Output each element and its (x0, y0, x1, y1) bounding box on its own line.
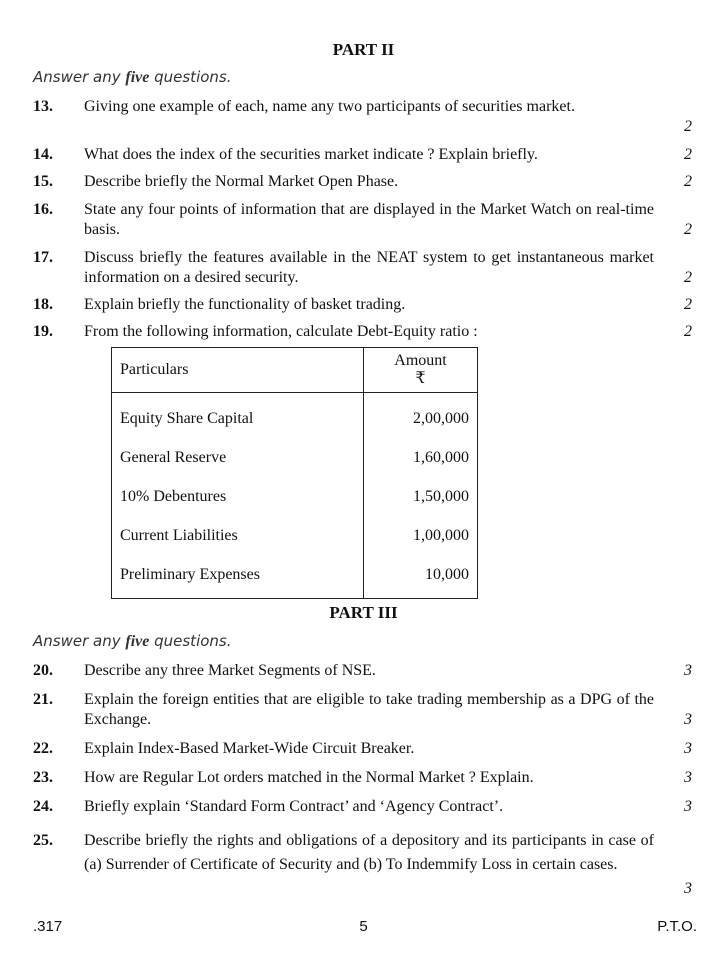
question-marks: 3 (684, 769, 692, 786)
question-text: Briefly explain ‘Standard Form Contract’ and ‘Agency Contract’. (84, 798, 504, 815)
row-particular: Preliminary Expenses (112, 555, 364, 599)
question-text: From the following information, calculate Debt-Equity ratio : (84, 323, 478, 340)
question-marks: 3 (684, 880, 692, 897)
question-marks: 3 (684, 711, 692, 728)
header-particulars: Particulars (112, 348, 364, 393)
page-number: 5 (359, 918, 368, 935)
question-number: 24. (33, 798, 53, 815)
row-amount: 1,50,000 (364, 477, 478, 516)
question-text: Giving one example of each, name any two participants of securities market. (84, 98, 575, 115)
table-row (112, 393, 478, 439)
question-number: 21. (33, 691, 53, 708)
question-number: 25. (33, 832, 53, 849)
table-row (112, 555, 478, 599)
table-row (112, 438, 478, 477)
row-particular: 10% Debentures (112, 477, 364, 516)
paper-code: .317 (33, 918, 63, 935)
question-marks: 2 (684, 296, 692, 313)
question-text: State any four points of information that are displayed in the Market Watch on real-time basis. (84, 201, 654, 238)
question-number: 19. (33, 323, 53, 340)
part-3-title: PART III (329, 603, 398, 622)
question-number: 22. (33, 740, 53, 757)
question-marks: 2 (684, 269, 692, 286)
question-number: 20. (33, 662, 53, 679)
question-marks: 2 (684, 146, 692, 163)
question-marks: 2 (684, 173, 692, 190)
question-number: 16. (33, 201, 53, 218)
question-marks: 3 (684, 662, 692, 679)
row-amount: 1,00,000 (364, 516, 478, 555)
question-number: 14. (33, 146, 53, 163)
question-number: 17. (33, 249, 53, 266)
part-2-title: PART II (332, 40, 395, 59)
question-text: How are Regular Lot orders matched in the Normal Market ? Explain. (84, 769, 534, 786)
row-amount: 10,000 (364, 555, 478, 599)
question-marks: 2 (684, 323, 692, 340)
question-number: 18. (33, 296, 53, 313)
row-amount: 2,00,000 (364, 393, 478, 439)
rupee-symbol: ₹ (415, 370, 426, 387)
question-text: Discuss briefly the features available in the NEAT system to get instantaneous market information on a desired security. (84, 249, 654, 286)
part-2-instruction: Answer any five questions. (33, 68, 232, 86)
row-amount: 1,60,000 (364, 438, 478, 477)
question-text: Describe briefly the Normal Market Open Phase. (84, 173, 399, 190)
row-particular: General Reserve (112, 438, 364, 477)
question-marks: 2 (684, 118, 692, 135)
question-number: 13. (33, 98, 53, 115)
row-particular: Current Liabilities (112, 516, 364, 555)
question-number: 15. (33, 173, 53, 190)
question-marks: 3 (684, 798, 692, 815)
table-row (112, 516, 478, 555)
table-row (112, 477, 478, 516)
table-header-row (112, 348, 478, 393)
question-number: 23. (33, 769, 53, 786)
question-text: Describe briefly the rights and obligations of a depository and its participants in case of (a) Surrender of Certificate of Security and (b) To Indemmify Loss in certain cases. (84, 832, 654, 873)
question-text: What does the index of the securities market indicate ? Explain briefly. (84, 146, 538, 163)
header-amount: Amount ₹ (364, 348, 478, 393)
question-marks: 3 (684, 740, 692, 757)
question-marks: 2 (684, 221, 692, 238)
question-text: Describe any three Market Segments of NSE. (84, 662, 376, 679)
debt-equity-table (111, 347, 478, 599)
question-text: Explain the foreign entities that are eligible to take trading membership as a DPG of the Exchange. (84, 691, 654, 728)
pto-label: P.T.O. (657, 918, 697, 935)
part-3-instruction: Answer any five questions. (33, 632, 232, 650)
question-text: Explain Index-Based Market-Wide Circuit Breaker. (84, 740, 415, 757)
question-text: Explain briefly the functionality of basket trading. (84, 296, 406, 313)
row-particular: Equity Share Capital (112, 393, 364, 439)
